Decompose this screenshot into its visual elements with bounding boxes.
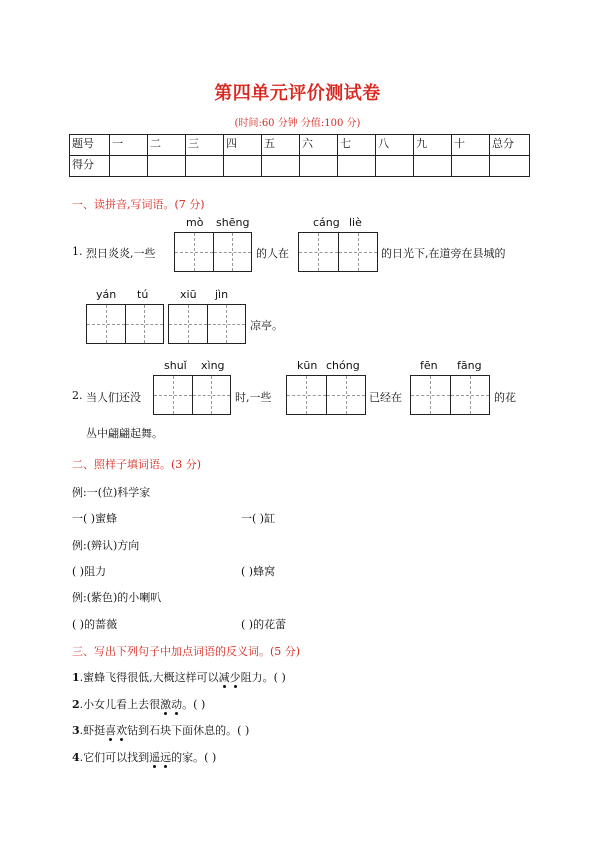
question-text: 烈日炎炎,一些 (86, 247, 156, 260)
question-text: .它们可以找到 (79, 751, 150, 764)
question-text: .虾挺 (79, 724, 106, 737)
dotted-char: 远 (160, 751, 172, 764)
score-table-header-cell: 五 (262, 135, 300, 156)
writing-cell[interactable] (287, 376, 326, 414)
question-number: 3 (72, 724, 80, 737)
fill-item[interactable]: ( )阻力 (72, 565, 107, 578)
dotted-char: 遥 (149, 751, 161, 764)
writing-cell[interactable] (450, 376, 490, 414)
question-text: 凉亭。 (250, 319, 283, 332)
score-table-header-cell: 九 (414, 135, 452, 156)
question-text: 当人们还没 (86, 391, 141, 404)
question-text: .蜜蜂飞得很低,大概这样可以 (79, 671, 219, 684)
fill-item[interactable]: 一( )缸 (241, 512, 276, 525)
score-table-header-cell: 二 (148, 135, 186, 156)
score-cell[interactable] (376, 156, 414, 177)
pinyin-label: shuǐ (164, 359, 187, 372)
writing-cell[interactable] (154, 376, 192, 414)
antonym-question[interactable] (72, 749, 216, 765)
score-cell[interactable] (148, 156, 186, 177)
example-text: 例:(辨认)方向 (72, 539, 140, 552)
score-cell[interactable] (338, 156, 376, 177)
question-text: 的日光下,在道旁在县城的 (381, 247, 506, 260)
score-table-row-label: 得分 (70, 156, 110, 177)
score-table-header-cell: 三 (186, 135, 224, 156)
dotted-char: 喜 (105, 724, 117, 737)
writing-cell[interactable] (411, 376, 450, 414)
question-text: 已经在 (369, 391, 402, 404)
pinyin-label: fāng (457, 359, 482, 372)
writing-cell[interactable] (125, 305, 164, 343)
pinyin-label: fēn (420, 359, 438, 372)
score-table-header-cell: 题号 (70, 135, 110, 156)
example-text: 例:一(位)科学家 (72, 486, 151, 499)
question-number: 2. (72, 389, 83, 402)
score-cell[interactable] (414, 156, 452, 177)
score-table-header-cell: 总分 (490, 135, 530, 156)
writing-grid[interactable] (298, 232, 378, 272)
question-number: 2 (72, 698, 80, 711)
pinyin-label: shēng (216, 216, 250, 229)
score-cell[interactable] (300, 156, 338, 177)
writing-cell[interactable] (192, 376, 231, 414)
antonym-question[interactable] (72, 696, 205, 712)
score-cell[interactable] (452, 156, 490, 177)
question-text: 时,一些 (235, 391, 272, 404)
question-text: 的家。( ) (171, 751, 217, 764)
fill-item[interactable]: 一( )蜜蜂 (72, 512, 118, 525)
writing-cell[interactable] (175, 233, 213, 271)
score-table-header-cell: 一 (110, 135, 148, 156)
dotted-char: 动 (171, 698, 183, 711)
section1-heading: 一、读拼音,写词语。(7 分) (72, 198, 205, 211)
score-table (69, 134, 530, 177)
score-table-header-cell: 六 (300, 135, 338, 156)
score-cell[interactable] (186, 156, 224, 177)
writing-cell[interactable] (207, 305, 246, 343)
pinyin-label: yán (96, 288, 117, 301)
writing-grid[interactable] (174, 232, 252, 272)
writing-cell[interactable] (338, 233, 378, 271)
writing-grid[interactable] (86, 304, 164, 344)
score-table-header-cell: 七 (338, 135, 376, 156)
writing-cell[interactable] (213, 233, 252, 271)
writing-cell[interactable] (87, 305, 125, 343)
page-subtitle: (时间:60 分钟 分值:100 分) (234, 118, 361, 129)
question-text: 丛中翩翩起舞。 (86, 427, 163, 440)
question-text: .小女儿看上去很 (79, 698, 161, 711)
fill-item[interactable]: ( )的花蕾 (241, 618, 287, 631)
antonym-question[interactable] (72, 669, 286, 685)
score-cell[interactable] (110, 156, 148, 177)
question-text: 阻力。( ) (240, 671, 286, 684)
writing-cell[interactable] (169, 305, 207, 343)
dotted-char: 激 (160, 698, 172, 711)
score-cell[interactable] (262, 156, 300, 177)
dotted-char: 减 (218, 671, 230, 684)
example-text: 例:(紫色)的小喇叭 (72, 591, 162, 604)
question-text: 钻到石块下面休息的。( ) (127, 724, 250, 737)
pinyin-label: tú (137, 288, 149, 301)
pinyin-label: xiū (180, 288, 197, 301)
score-table-score-row (70, 156, 530, 177)
pinyin-label: cáng (313, 216, 340, 229)
score-cell[interactable] (490, 156, 530, 177)
pinyin-label: jìn (215, 288, 229, 301)
writing-grid[interactable] (153, 375, 231, 415)
question-number: 1 (72, 671, 80, 684)
pinyin-label: kūn (297, 359, 318, 372)
fill-item[interactable]: ( )蜂窝 (241, 565, 276, 578)
score-table-header-cell: 四 (224, 135, 262, 156)
fill-item[interactable]: ( )的蔷薇 (72, 618, 118, 631)
score-table-header-row (70, 135, 530, 156)
pinyin-label: chóng (326, 359, 360, 372)
question-text: 。( ) (182, 698, 206, 711)
writing-grid[interactable] (286, 375, 366, 415)
pinyin-label: mò (186, 216, 204, 229)
score-table-header-cell: 八 (376, 135, 414, 156)
writing-grid[interactable] (168, 304, 246, 344)
dotted-char: 少 (229, 671, 241, 684)
antonym-question[interactable] (72, 722, 249, 738)
writing-cell[interactable] (299, 233, 338, 271)
question-number: 1. (72, 245, 83, 258)
question-text: 的人在 (256, 247, 289, 260)
dotted-char: 欢 (116, 724, 128, 737)
score-table-header-cell: 十 (452, 135, 490, 156)
question-number: 4 (72, 751, 80, 764)
section2-heading: 二、照样子填词语。(3 分) (72, 458, 202, 471)
pinyin-label: liè (349, 216, 362, 229)
pinyin-label: xìng (201, 359, 225, 372)
section3-heading: 三、写出下列句子中加点词语的反义词。(5 分) (72, 645, 301, 658)
writing-cell[interactable] (326, 376, 366, 414)
question-text: 的花 (494, 391, 516, 404)
score-cell[interactable] (224, 156, 262, 177)
writing-grid[interactable] (410, 375, 490, 415)
page-title: 第四单元评价测试卷 (214, 83, 381, 104)
